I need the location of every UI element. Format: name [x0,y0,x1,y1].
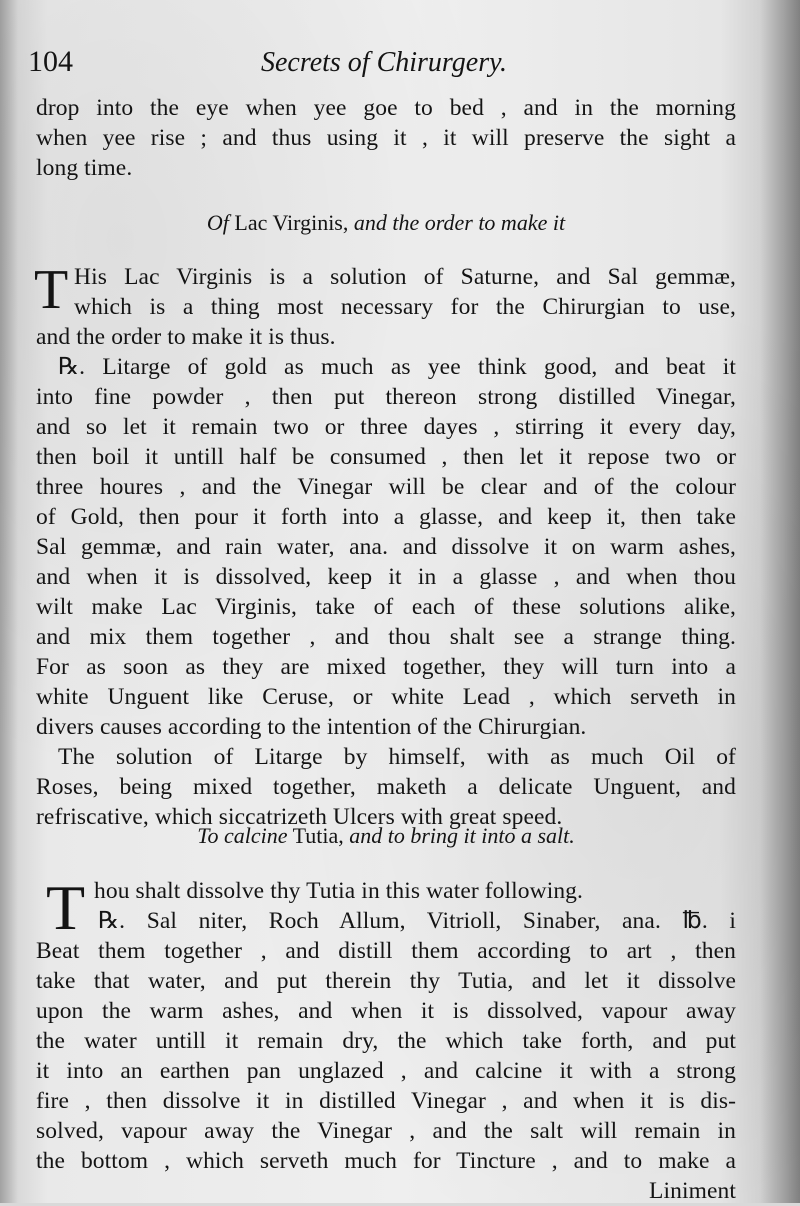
text-line: Beat them together , and distill them according to art , then [36,938,736,964]
heading-rest: and to bring it into a salt. [349,823,575,848]
opening-paragraph [36,93,736,183]
heading-prefix: To calcine [197,823,288,848]
text-line: divers causes according to the intention of the Chirurgian. [36,714,587,740]
text-line: upon the warm ashes, and when it is dissolved, vapour away [36,998,736,1024]
text-line: wilt make Lac Virginis, take of each of these solutions alike, [36,594,736,620]
text-line: which is a thing most necessary for the Chirurgian to use, [74,294,736,320]
text-line: white Unguent like Ceruse, or white Lead , which serveth in [36,684,736,710]
page-edge-shadow [760,0,800,1203]
text-line: fire , then dissolve it in distilled Vinegar , and when it is dis- [36,1088,736,1114]
heading-name: Lac Virginis, [234,210,349,235]
drop-cap: T [34,259,69,321]
text-line: the water untill it remain dry, the which take forth, and put [36,1028,736,1054]
text-line: and mix them together , and thou shalt see a strange thing. [36,624,736,650]
text-line: ℞. Litarge of gold as much as yee think good, and beat it [58,354,736,380]
text-line: and the order to make it is thus. [36,324,336,350]
drop-cap: T [46,872,86,943]
text-line: Sal gemmæ, and rain water, ana. and dissolve it on warm ashes, [36,534,736,560]
text-line: The solution of Litarge by himself, with as much Oil of [58,744,736,770]
section-body-tutia [36,872,736,1206]
text-line: His Lac Virginis is a solution of Saturne, and Sal gemmæ, [74,264,736,290]
text-line: then boil it untill half be consumed , then let it repose two or [36,444,736,470]
section-heading-lac-virginis [36,210,736,236]
text-line: hou shalt dissolve thy Tutia in this water following. [94,878,584,904]
text-line: solved, vapour away the Vinegar , and the salt will remain in [36,1118,736,1144]
text-line: three houres , and the Vinegar will be clear and of the colour [36,474,736,500]
text-line: Roses, being mixed together, maketh a delicate Unguent, and [36,774,736,800]
text-line: For as soon as they are mixed together, they will turn into a [36,654,736,680]
heading-name: Tutia, [292,823,344,848]
text-line: of Gold, then pour it forth into a glasse, and keep it, then take [36,504,736,530]
text-line: it into an earthen pan unglazed , and calcine it with a strong [36,1058,736,1084]
heading-prefix: Of [206,210,229,235]
section-heading-tutia [36,823,736,849]
text-line: the bottom , which serveth much for Tincture , and to make a [36,1148,736,1174]
text-line: drop into the eye when yee goe to bed , and in the morning [36,95,736,121]
text-line: and so let it remain two or three dayes , stirring it every day, [36,414,736,440]
running-head: Secrets of Chirurgery. [260,47,507,78]
page-gutter-shadow [0,0,18,1203]
heading-rest: and the order to make it [353,210,566,235]
text-line: and when it is dissolved, keep it in a glasse , and when thou [36,564,736,590]
text-line: take that water, and put therein thy Tutia, and let it dissolve [36,968,736,994]
text-line: refriscative, which siccatrizeth Ulcers with great speed. [36,804,563,830]
page-header [28,45,740,89]
text-line: ℞. Sal niter, Roch Allum, Vitrioll, Sinaber, ana. ℔. i [98,908,736,934]
text-line: long time. [36,155,133,181]
section-body-lac-virginis [34,259,736,832]
catchword: Liniment [649,1178,736,1204]
text-line: into fine powder , then put thereon strong distilled Vinegar, [36,384,736,410]
page-number: 104 [28,45,73,78]
text-line: when yee rise ; and thus using it , it will preserve the sight a [36,125,736,151]
